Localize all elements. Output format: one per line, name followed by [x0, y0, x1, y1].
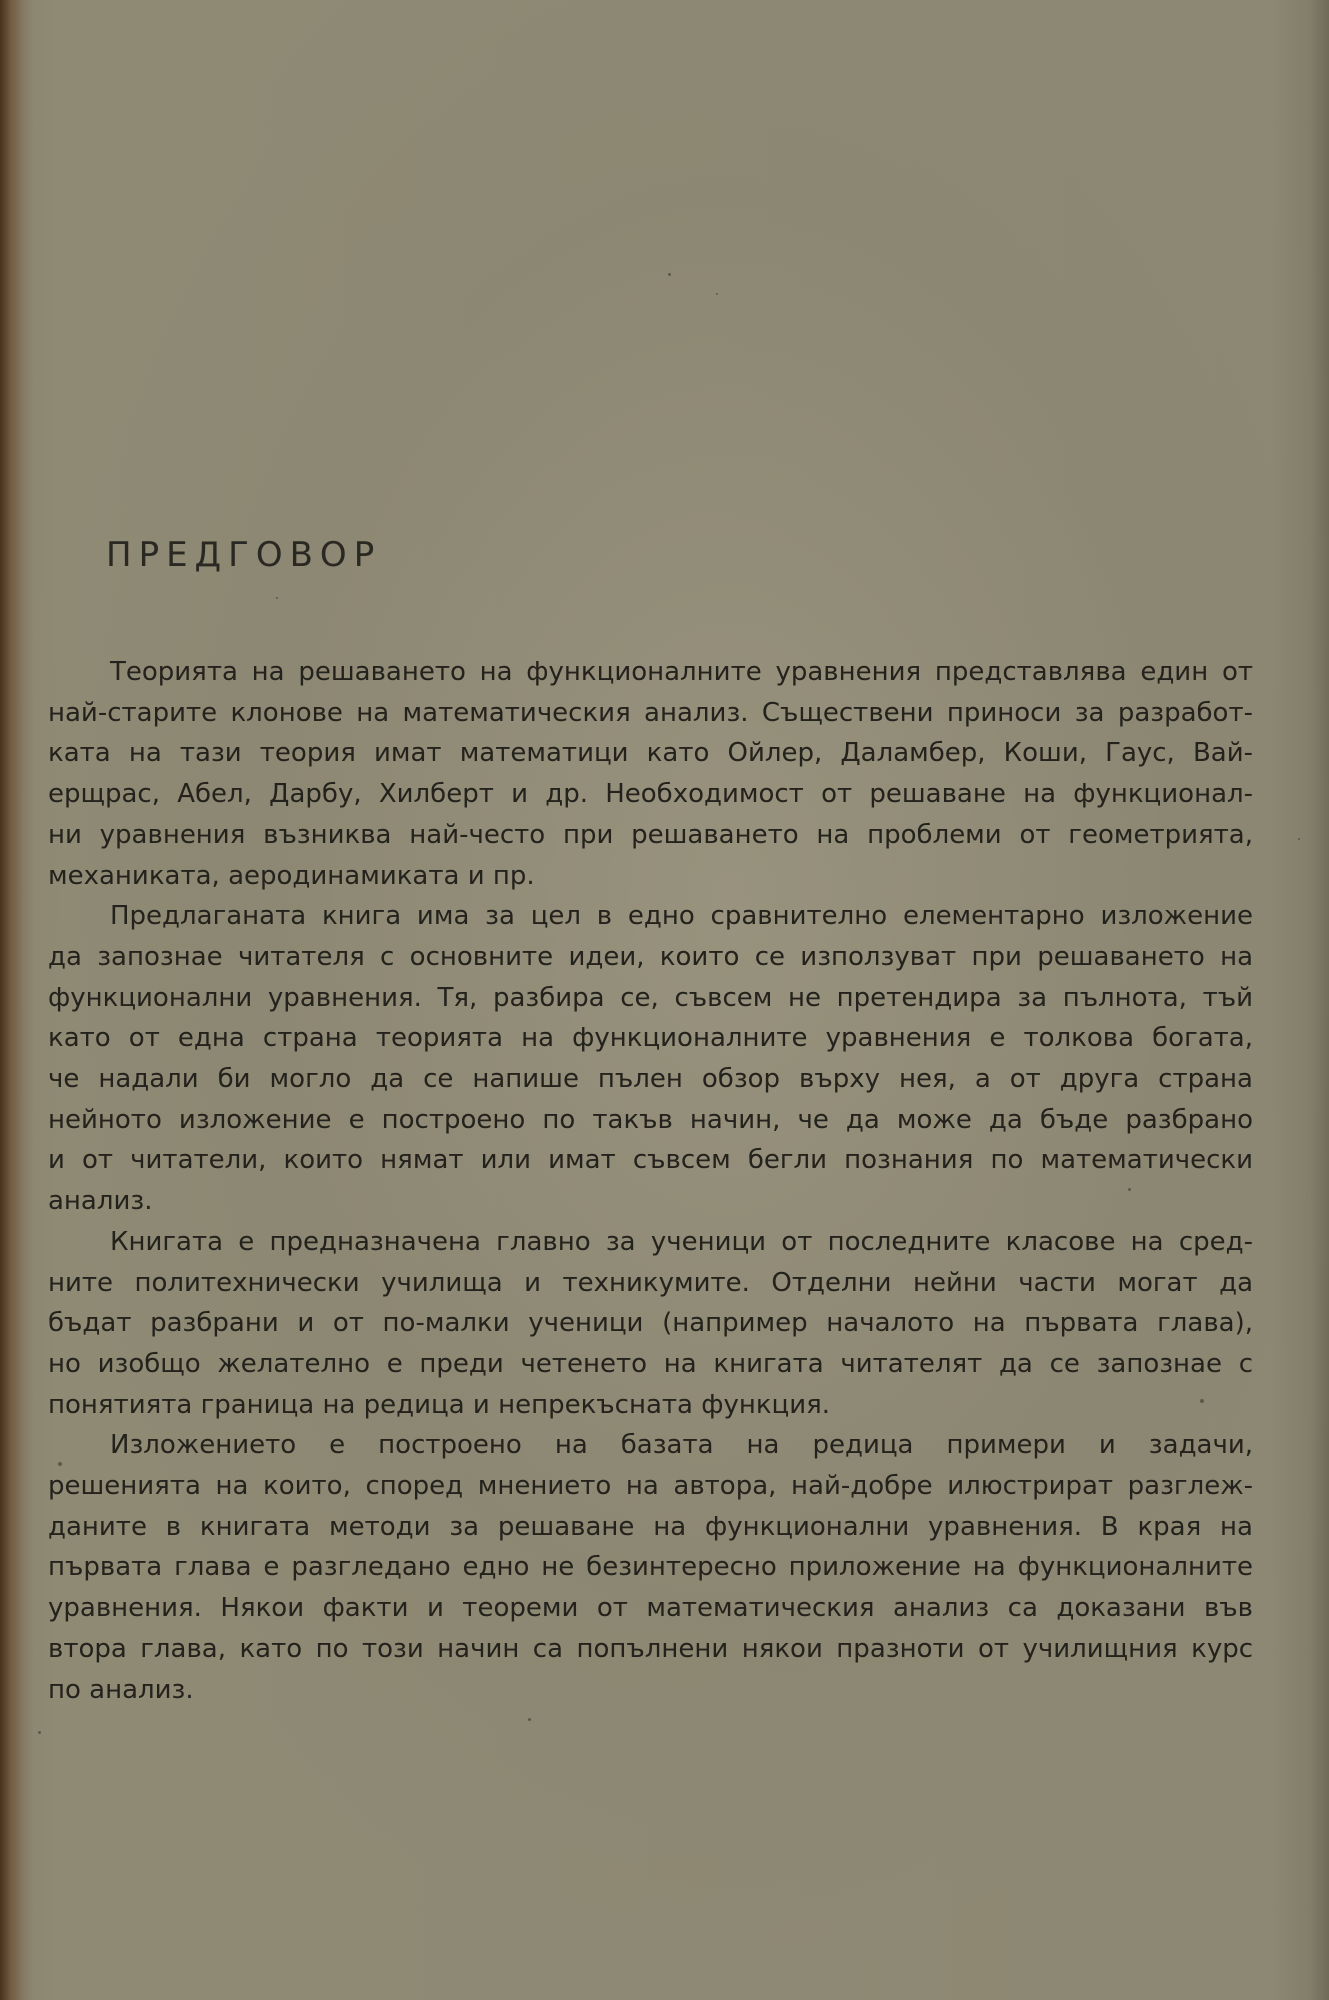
text-line: Предлаганата книга има за цел в едно сравнително елементарно изложение	[110, 901, 1253, 932]
text-line: даните в книгата методи за решаване на функционални уравнения. В края на	[48, 1511, 1253, 1542]
text-line: анализ.	[48, 1186, 153, 1217]
text-line: решенията на които, според мнението на автора, най-добре илюстрират разглеж-	[48, 1471, 1253, 1502]
text-line: уравнения. Някои факти и теореми от математическия анализ са доказани във	[48, 1593, 1253, 1624]
paper-speck	[528, 1718, 531, 1721]
text-line: понятията граница на редица и непрекъсната функция.	[48, 1389, 831, 1420]
text-line: да запознае читателя с основните идеи, които се използуват при решаването на	[48, 941, 1253, 972]
paper-speck	[276, 597, 278, 599]
paragraph	[48, 1222, 1253, 1426]
text-line: че надали би могло да се напише пълен обзор върху нея, а от друга страна	[48, 1064, 1253, 1095]
text-line: но изобщо желателно е преди четенето на книгата читателят да се запознае с	[48, 1348, 1253, 1379]
text-line: най-старите клонове на математическия анализ. Съществени приноси за разработ-	[48, 697, 1253, 728]
paragraph	[48, 1425, 1253, 1710]
text-line: бъдат разбрани и от по-малки ученици (например началото на първата глава),	[48, 1308, 1253, 1339]
text-line: Изложението е построено на базата на редица примери и задачи,	[110, 1430, 1253, 1461]
text-line: ката на тази теория имат математици като Ойлер, Даламбер, Коши, Гаус, Вай-	[48, 738, 1253, 769]
paragraph	[48, 652, 1253, 896]
text-line: функционални уравнения. Тя, разбира се, съвсем не претендира за пълнота, тъй	[48, 982, 1253, 1013]
text-line: като от една страна теорията на функционалните уравнения е толкова богата,	[48, 1023, 1253, 1054]
paragraph	[48, 896, 1253, 1222]
text-line: и от читатели, които нямат или имат съвсем бегли познания по математически	[48, 1145, 1253, 1176]
text-line: механиката, аеродинамиката и пр.	[48, 860, 535, 891]
text-line: ерщрас, Абел, Дарбу, Хилберт и др. Необходимост от решаване на функционал-	[48, 779, 1253, 810]
text-line: нейното изложение е построено по такъв начин, че да може да бъде разбрано	[48, 1104, 1253, 1135]
text-line: първата глава е разгледано едно не безинтересно приложение на функционалните	[48, 1552, 1253, 1583]
paper-speck	[668, 273, 671, 276]
text-line: Теорията на решаването на функционалните уравнения представлява един от	[110, 657, 1253, 687]
page-title: ПРЕДГОВОР	[106, 535, 382, 575]
text-line: втора глава, като по този начин са попълнени някои празноти от училищния курс	[48, 1633, 1253, 1664]
page-binding-edge	[0, 0, 22, 2000]
text-line: ни уравнения възниква най-често при решаването на проблеми от геометрията,	[48, 819, 1253, 850]
text-line: по анализ.	[48, 1674, 194, 1705]
text-line: ните политехнически училища и техникумите. Отделни нейни части могат да	[48, 1267, 1253, 1298]
paper-speck	[38, 1731, 41, 1734]
preface-body	[48, 652, 1253, 1710]
text-line: Книгата е предназначена главно за ученици от последните класове на сред-	[110, 1226, 1253, 1257]
paper-speck	[1298, 838, 1300, 840]
paper-speck	[716, 293, 718, 295]
